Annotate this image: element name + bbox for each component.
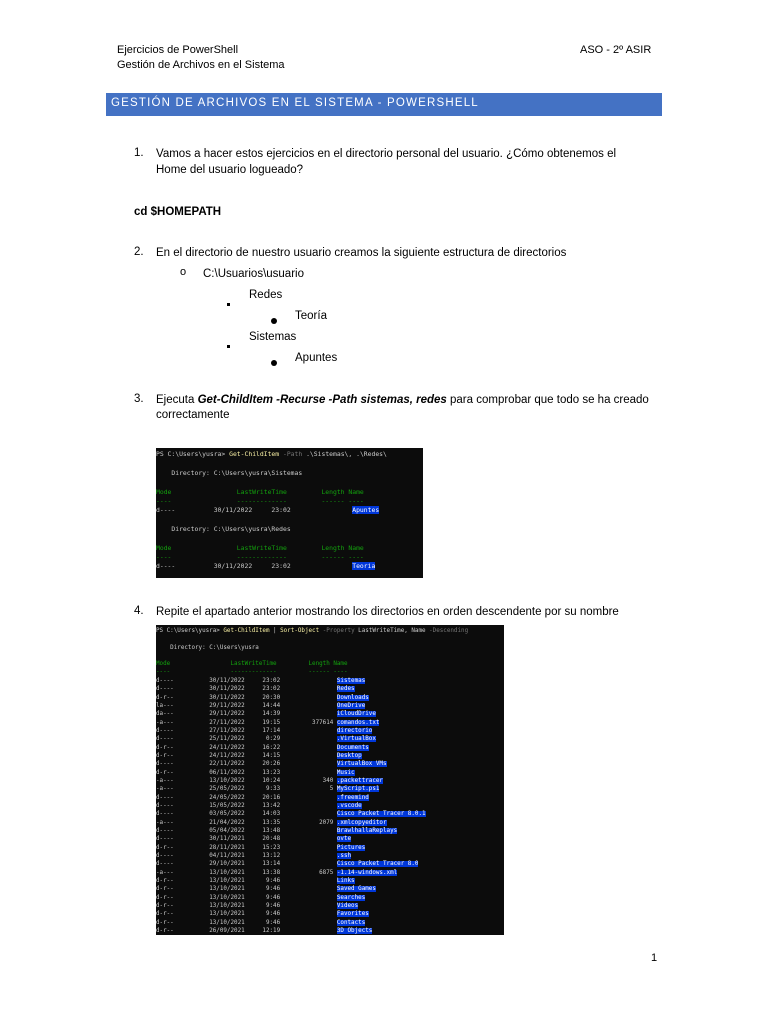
bullet-circle: o [180, 266, 187, 278]
q1-line1: Vamos a hacer estos ejercicios en el directorio personal del usuario. ¿Cómo obtenemos el [156, 148, 617, 160]
terminal-row-meta: d-r-- 13/10/2021 9:46 [156, 902, 337, 909]
course-label: ASO - 2º ASIR [580, 44, 652, 56]
terminal-row: d---- 30/11/2022 23:02 Teoria [156, 562, 376, 570]
answer1: cd $HOMEPATH [134, 206, 222, 218]
terminal-row-name: Saved Games [336, 886, 376, 893]
terminal-row-name: .packettracer [336, 777, 383, 784]
terminal-row-meta: -a--- 25/05/2022 9:33 5 [156, 786, 337, 793]
terminal-row-meta: d---- 22/11/2022 20:26 [156, 761, 337, 768]
terminal-row-name: 3D Objects [336, 927, 373, 934]
terminal-row [156, 910, 369, 918]
section-banner-title: GESTIÓN DE ARCHIVOS EN EL SISTEMA - POWERSHELL [111, 97, 479, 109]
terminal-row-meta: d-r-- 13/10/2021 9:46 [156, 886, 337, 893]
terminal-row-name: OneDrive [336, 702, 366, 709]
terminal-row [156, 735, 376, 743]
terminal-row-name: iCloudDrive [336, 711, 376, 718]
terminal-row [156, 727, 372, 735]
terminal-row [156, 760, 387, 768]
terminal-row-meta: d-r-- 13/10/2021 9:46 [156, 894, 337, 901]
terminal-row [156, 810, 426, 818]
tree-apuntes: Apuntes [295, 352, 338, 364]
terminal-column-rule: ---- ------------- ------ ---- [156, 669, 348, 675]
terminal-row [156, 827, 397, 835]
terminal-row [156, 769, 355, 777]
terminal-row-meta: d---- 04/11/2021 13:12 [156, 852, 337, 859]
terminal-row [156, 752, 362, 760]
terminal-row-name: .VirtualBox [336, 736, 376, 743]
terminal-row-meta: d-r-- 24/11/2022 16:22 [156, 744, 337, 751]
terminal-row-name: Redes [336, 686, 355, 693]
terminal-row [156, 852, 351, 860]
terminal-row [156, 777, 383, 785]
bullet-dot [271, 353, 277, 371]
terminal-row [156, 844, 365, 852]
tree-sistemas: Sistemas [249, 331, 297, 343]
terminal-row [156, 794, 369, 802]
terminal-row [156, 694, 369, 702]
terminal-row [156, 877, 355, 885]
terminal-row-name: Cisco Packet Tracer 8.0 [336, 861, 419, 868]
terminal-row-name: directorio [336, 727, 373, 734]
terminal-row-meta: d---- 15/05/2022 13:42 [156, 802, 337, 809]
page-number: 1 [651, 952, 658, 964]
section-banner [106, 93, 662, 116]
terminal-column-header: Mode LastWriteTime Length Name [156, 544, 364, 552]
terminal-row [156, 802, 362, 810]
terminal-row [156, 719, 379, 727]
terminal-row-name: .freemind [336, 794, 369, 801]
terminal-row [156, 710, 376, 718]
terminal-row-meta: d---- 30/11/2021 20:48 [156, 836, 337, 843]
terminal-row-meta: d---- 24/05/2022 20:16 [156, 794, 337, 801]
terminal-column-rule: ---- ------------- ------ ---- [156, 497, 364, 505]
tree-teoria: Teoría [295, 310, 327, 322]
terminal-row-meta: d-r-- 26/09/2021 12:19 [156, 927, 337, 934]
terminal-prompt-line: PS C:\Users\yusra> Get-ChildItem -Path .\Sistemas\, .\Redes\ [156, 450, 387, 458]
terminal-row-meta: d-r-- 24/11/2022 14:15 [156, 752, 337, 759]
terminal-row [156, 744, 369, 752]
terminal-row-name: Downloads [336, 694, 369, 701]
tree-root: C:\Usuarios\usuario [203, 268, 304, 280]
terminal-row-meta: da--- 29/11/2022 14:39 [156, 711, 337, 718]
terminal-row-meta: d---- 03/05/2022 14:03 [156, 811, 337, 818]
terminal-row-meta: d-r-- 13/10/2021 9:46 [156, 877, 337, 884]
terminal-row-meta: d---- 29/10/2021 13:14 [156, 861, 337, 868]
terminal-row-name: Searches [336, 894, 366, 901]
terminal-row-name: Sistemas [336, 678, 366, 684]
terminal-row-name: Desktop [336, 752, 362, 759]
terminal-row-name: BrawlhallaReplays [336, 827, 398, 834]
terminal-column-header: Mode LastWriteTime Length Name [156, 661, 348, 667]
terminal-directory-line: Directory: C:\Users\yusra\Sistemas [156, 469, 303, 477]
terminal-row-meta: d---- 30/11/2022 23:02 [156, 686, 337, 693]
terminal-screenshot-1 [156, 448, 423, 578]
q4-number: 4. [134, 605, 144, 617]
q3-number: 3. [134, 393, 144, 405]
terminal-row-meta: d---- 05/04/2022 13:48 [156, 827, 337, 834]
terminal-row-meta: d---- 25/11/2022 0:29 [156, 736, 337, 743]
terminal-row [156, 685, 355, 693]
terminal-row-name: Favorites [336, 911, 369, 918]
terminal-row-meta: d-r-- 28/11/2021 15:23 [156, 844, 337, 851]
doc-subtitle: Gestión de Archivos en el Sistema [117, 59, 285, 71]
terminal-row-name: .vscode [336, 802, 362, 809]
terminal-row [156, 785, 379, 793]
terminal-row [156, 927, 372, 935]
terminal-row: d---- 30/11/2022 23:02 Apuntes [156, 506, 380, 514]
q3-suffix: para comprobar que todo se ha creado [446, 394, 649, 406]
terminal-column-header: Mode LastWriteTime Length Name [156, 488, 364, 496]
terminal-row-meta: d-r-- 13/10/2021 9:46 [156, 919, 337, 926]
terminal-row [156, 919, 365, 927]
q1-number: 1. [134, 147, 144, 159]
terminal-row-name: -1.14-windows.xml [336, 869, 398, 876]
terminal-row-name: Music [336, 769, 355, 776]
terminal-row [156, 835, 351, 843]
terminal-row [156, 902, 358, 910]
terminal-row-meta: -a--- 27/11/2022 19:15 377614 [156, 719, 337, 726]
terminal-row-meta: -a--- 13/10/2022 10:24 340 [156, 777, 337, 784]
bullet-square [227, 335, 230, 353]
terminal-row-name: MyScript.ps1 [336, 786, 380, 793]
doc-title: Ejercicios de PowerShell [117, 44, 239, 56]
terminal-row [156, 819, 387, 827]
q4-text: Repite el apartado anterior mostrando los directorios en orden descendente por su nombre [156, 606, 619, 618]
terminal-prompt-line: PS C:\Users\yusra> Get-ChildItem | Sort-Object -Property LastWriteTime, Name -Descending [156, 628, 469, 634]
tree-redes: Redes [249, 289, 283, 301]
terminal-directory-line: Directory: C:\Users\yusra\Redes [156, 525, 291, 533]
terminal-row-meta: d-r-- 13/10/2021 9:46 [156, 911, 337, 918]
q2-number: 2. [134, 246, 144, 258]
terminal-screenshot-2 [156, 625, 504, 935]
bullet-dot [271, 311, 277, 329]
terminal-row-name: .xmlcopyeditor [336, 819, 387, 826]
bullet-square [227, 293, 230, 311]
q1-line2: Home del usuario logueado? [156, 164, 304, 176]
q2-text: En el directorio de nuestro usuario creamos la siguiente estructura de directorios [156, 247, 567, 259]
terminal-row-meta: d-r-- 30/11/2022 20:30 [156, 694, 337, 701]
terminal-column-rule: ---- ------------- ------ ---- [156, 553, 364, 561]
terminal-row-name: Contacts [336, 919, 366, 926]
terminal-row-meta: d-r-- 06/11/2022 13:23 [156, 769, 337, 776]
q3-command: Get-ChildItem -Recurse -Path sistemas, redes [197, 394, 447, 406]
terminal-row-name: Links [336, 877, 355, 884]
terminal-row-name: VirtualBox VMs [336, 761, 387, 768]
q3-line2: correctamente [156, 409, 230, 421]
terminal-row-meta: -a--- 21/04/2022 13:35 2079 [156, 819, 337, 826]
terminal-directory-line: Directory: C:\Users\yusra [156, 645, 259, 651]
terminal-row [156, 894, 365, 902]
terminal-row [156, 885, 376, 893]
terminal-row-name: Cisco Packet Tracer 8.0.1 [336, 811, 426, 818]
terminal-row-meta: d---- 30/11/2022 23:02 [156, 678, 337, 684]
terminal-row [156, 860, 418, 868]
terminal-row-meta: la--- 29/11/2022 14:44 [156, 702, 337, 709]
terminal-row-name: comandos.txt [336, 719, 380, 726]
terminal-row [156, 677, 365, 685]
terminal-row [156, 869, 397, 877]
terminal-row-name: Videos [336, 902, 359, 909]
terminal-row-name: ovte [336, 836, 352, 843]
terminal-row-name: Pictures [336, 844, 366, 851]
terminal-row-name: Documents [336, 744, 369, 751]
terminal-row [156, 702, 365, 710]
q3-prefix: Ejecuta [156, 394, 198, 406]
terminal-row-meta: d---- 27/11/2022 17:14 [156, 727, 337, 734]
q3-line1 [156, 392, 649, 408]
terminal-row-name: .ssh [336, 852, 352, 859]
terminal-row-meta: -a--- 13/10/2021 13:38 6875 [156, 869, 337, 876]
